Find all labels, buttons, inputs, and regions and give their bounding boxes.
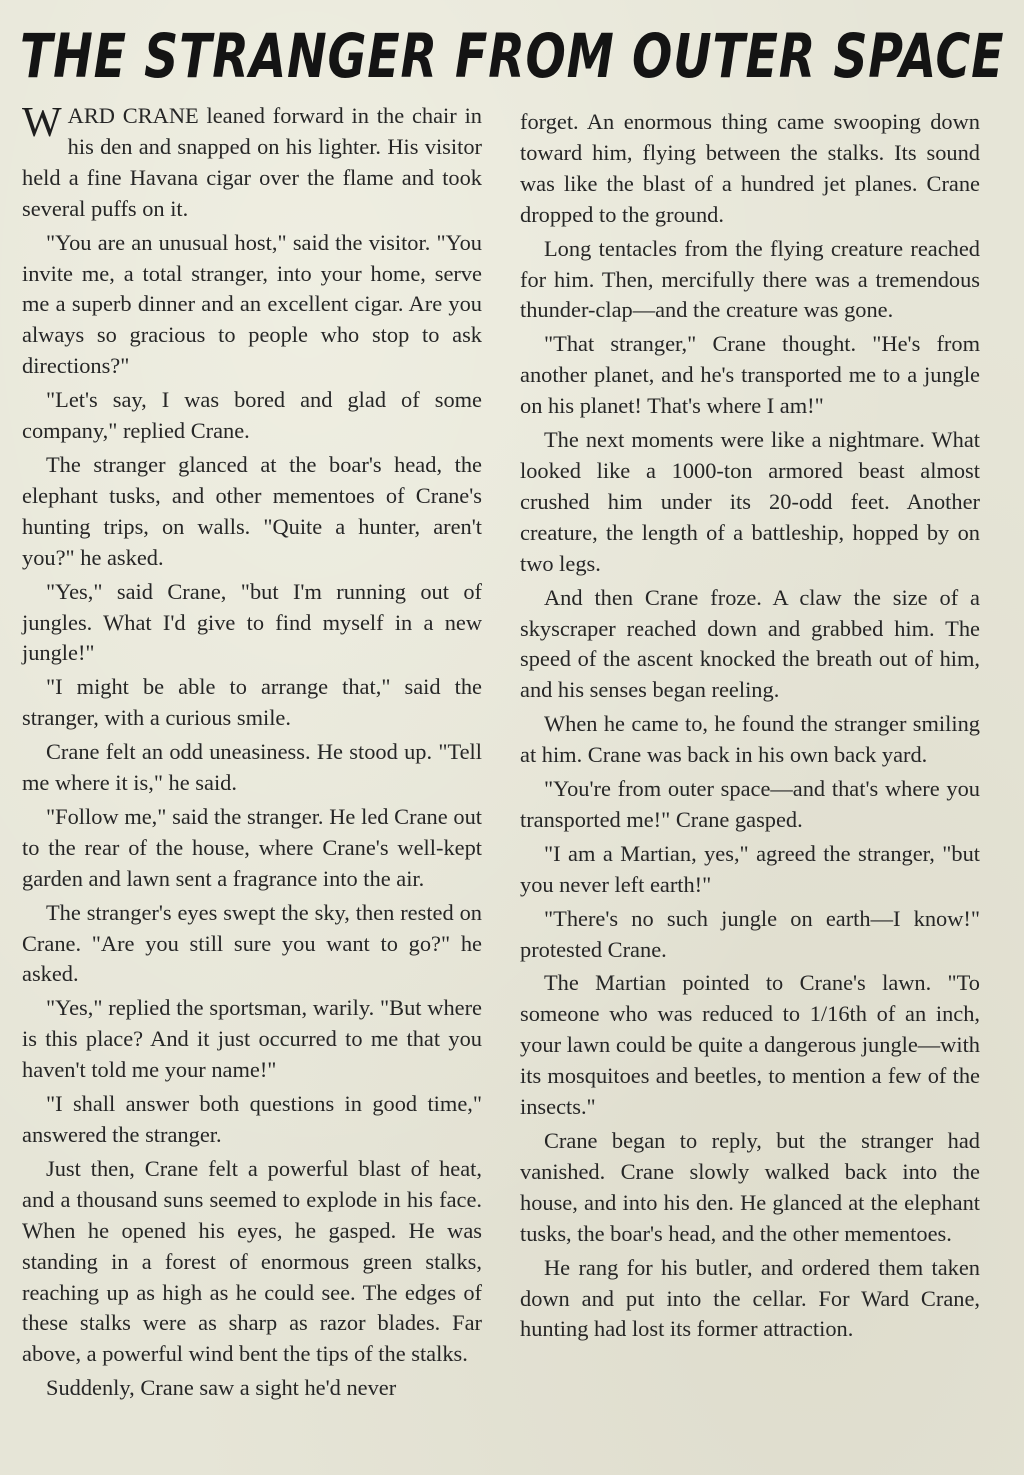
paragraph: And then Crane froze. A claw the size of a skyscraper reached down and grabbed him. The speed of the ascent knocked the breath out of him, and his senses began reeling. [520, 584, 980, 703]
opening-caps: ARD CRANE [67, 103, 199, 128]
paragraph: "Yes," said Crane, "but I'm running out of jungles. What I'd give to find myself in a new jungle!" [22, 578, 482, 666]
right-column [520, 107, 980, 1348]
paragraph: Suddenly, Crane saw a sight he'd never [46, 1375, 397, 1401]
paragraph: "Follow me," said the stranger. He led Crane out to the rear of the house, where Crane's well-kept garden and lawn sent a fragrance into the air. [22, 803, 482, 891]
paragraph: "I am a Martian, yes," agreed the stranger, "but you never left earth!" [520, 840, 980, 897]
paragraph: The stranger's eyes swept the sky, then rested on Crane. "Are you still sure you want to go?" he asked. [22, 899, 482, 987]
paragraph: Long tentacles from the flying creature reached for him. Then, mercifully there was a tremendous thunder-clap—and the creature was gone. [520, 235, 980, 323]
paragraph: Crane began to reply, but the stranger had vanished. Crane slowly walked back into the house, and into his den. He glanced at the elephant tusks, the boar's head, and the other mementoes. [520, 1128, 980, 1246]
paragraph: "You are an unusual host," said the visitor. "You invite me, a total stranger, into your home, serve me a superb dinner and an excellent cigar. Are you always so gracious to people who stop to ask directions?" [22, 229, 482, 379]
left-column [22, 101, 482, 1407]
paragraph: "There's no such jungle on earth—I know!" protested Crane. [520, 905, 980, 962]
story-title: THE STRANGER FROM OUTER SPACE [20, 21, 1005, 92]
paragraph: The Martian pointed to Crane's lawn. "To someone who was reduced to 1/16th of an inch, your lawn could be quite a dangerous jungle—with its mosquitoes and beetles, to mention a few of the insects." [520, 970, 980, 1120]
paragraph: "Yes," replied the sportsman, warily. "But where is this place? And it just occurred to me that you haven't told me your name!" [22, 995, 482, 1083]
paragraph: When he came to, he found the stranger smiling at him. Crane was back in his own back yard. [520, 711, 980, 768]
opening-paragraph [22, 101, 482, 225]
paragraph: The stranger glanced at the boar's head, the elephant tusks, and other mementoes of Crane's hunting trips, on walls. "Quite a hunter, aren't you?" he asked. [22, 451, 482, 570]
continuation-paragraph: forget. An enormous thing came swooping down toward him, flying between the stalks. Its sound was like the blast of a hundred jet planes. Crane dropped to the ground. [520, 109, 980, 227]
opening-text: leaned forward in the chair in his den and snapped on his lighter. His visitor held a fine Havana cigar over the flame and took several puffs on it. [22, 103, 482, 221]
paragraph: "I shall answer both questions in good time," answered the stranger. [22, 1091, 482, 1147]
paragraph: Just then, Crane felt a powerful blast of heat, and a thousand suns seemed to explode in his face. When he opened his eyes, he gasped. He was standing in a forest of enormous green stalks, reaching up as high as he could see. The edges of these stalks were as sharp as razor blades. Far above, a powerful wind bent the tips of the stalks. [22, 1155, 482, 1367]
paragraph: The next moments were like a nightmare. What looked like a 1000-ton armored beast almost crushed him under its 20-odd feet. Another creature, the length of a battleship, hopped by on two legs. [520, 427, 980, 576]
paragraph: "Let's say, I was bored and glad of some company," replied Crane. [22, 387, 482, 444]
paragraph: "That stranger," Crane thought. "He's from another planet, and he's transported me to a jungle on his planet! That's where I am!" [520, 331, 980, 419]
paragraph: Crane felt an odd uneasiness. He stood up. "Tell me where it is," he said. [22, 739, 482, 796]
paragraph: "You're from outer space—and that's where you transported me!" Crane gasped. [520, 776, 980, 832]
paragraph: "I might be able to arrange that," said the stranger, with a curious smile. [22, 674, 482, 731]
paragraph: He rang for his butler, and ordered them taken down and put into the cellar. For Ward Crane, hunting had lost its former attraction. [520, 1254, 980, 1342]
drop-cap: W [22, 100, 62, 146]
